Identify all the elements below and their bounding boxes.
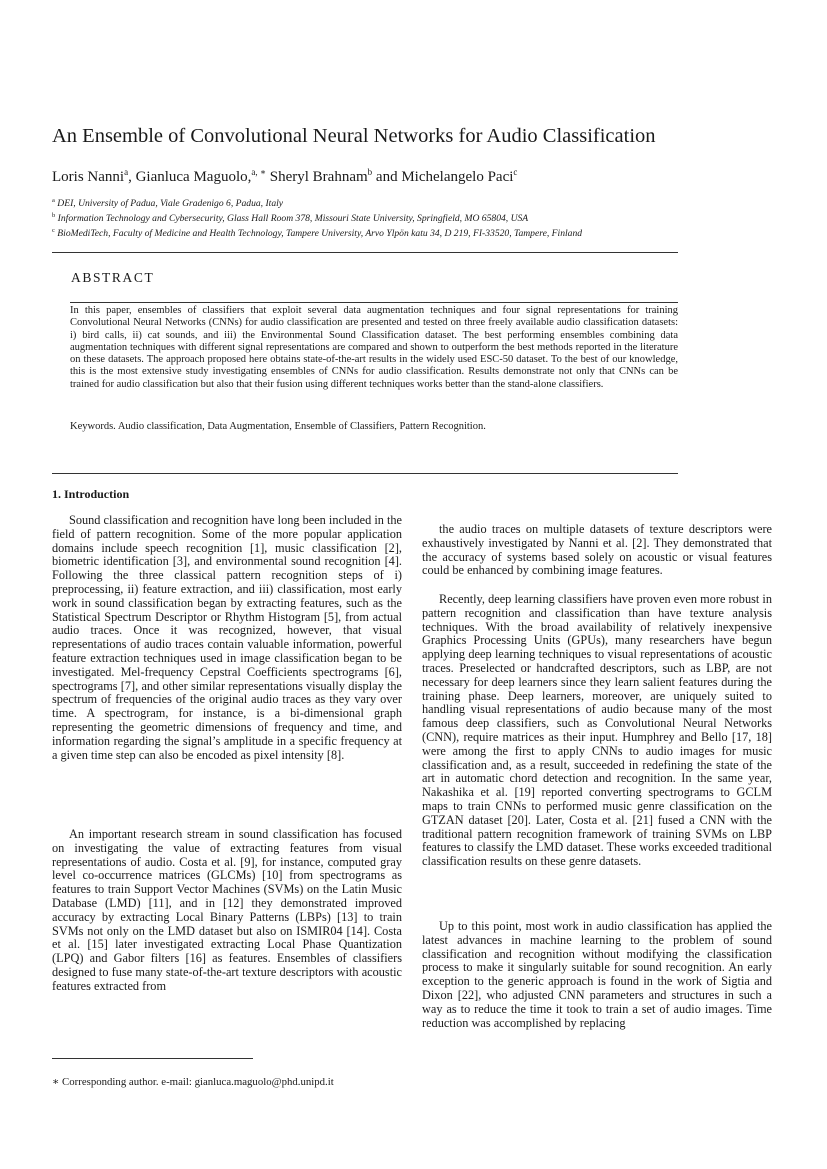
affiliation: $^a$ DEI, University of Padua, Viale Gradenigo 6, Padua, Italy	[52, 197, 284, 210]
paragraph: Up to this point, most work in audio classification has applied the latest advances in machine learning to the problem of sound classification and recognition without modifying the classification process to make it singularly suitable for sound recognition. An early exception to the generic approach is found in the work of Sigtia and Dixon [22], who adjusted CNN parameters and structures in such a way as to reduce the time it took to train a set of audio images. Time reduction was accomplished by replacing	[422, 919, 772, 1030]
paragraph: the audio traces on multiple datasets of texture descriptors were exhaustively investigated by Nanni et al. [2]. They demonstrated that the accuracy of systems based solely on acoustic or visual features could be enhanced by combining image features.	[422, 522, 772, 578]
abstract-body: In this paper, ensembles of classifiers that exploit several data augmentation techniques and four signal representations for training Convolutional Neural Networks (CNNs) for audio classification are presented and tested on three freely available audio classification datasets: i) bird calls, ii) cat sounds, and iii) the Environmental Sound Classification dataset. The best performing ensembles combining data augmentation techniques with different signal representations are compared and shown to outperform the best methods reported in the literature on these datasets. The approach proposed here obtains state-of-the-art results in the widely used ESC-50 dataset. To the best of our knowledge, this is the most extensive study investigating ensembles of CNNs for audio classification. Results demonstrate not only that CNNs can be trained for audio classification but also that their fusion using different techniques works better than the stand-alone classifiers.	[70, 305, 678, 390]
footnote: ∗ Corresponding author. e-mail: gianluca.maguolo@phd.unipd.it	[52, 1076, 334, 1088]
section-heading: 1. Introduction	[52, 487, 130, 501]
divider	[52, 252, 678, 253]
author: Michelangelo Paci$^c$	[401, 167, 518, 185]
paragraph: Recently, deep learning classifiers have proven even more robust in pattern recognition and classification than have texture analysis techniques. With the broad availability of relatively inexpensive Graphics Processing Units (GPUs), many researchers have begun applying deep learning techniques to visual representations of acoustic traces. Preselected or handcrafted descriptors, such as LBP, are not necessary for deep learners since they learn salient features during the training phase. Deep learners, moreover, are uniquely suited to handling visual representations of audio because many of the most famous deep classifiers, such as Convolutional Neural Networks (CNN), require matrices as their input. Humphrey and Bello [17, 18] were among the first to apply CNNs to audio images for music classification and, as a result, succeeded in redefining the state of the art in automatic chord detection and recognition. In the same year, Nakashika et al. [19] reported converting spectrograms to GCLM maps to train CNNs to performed music genre classification on the GTZAN dataset [20]. Later, Costa et al. [21] fused a CNN with the traditional pattern recognition framework of training SVMs on LBP features to classify the LMD dataset. These works exceeded traditional classification results on these genre datasets.	[422, 592, 772, 869]
author-list	[52, 167, 517, 186]
author: Gianluca Maguolo,$^{a, ∗}$	[135, 167, 267, 185]
divider	[52, 473, 678, 474]
abstract-heading: ABSTRACT	[71, 270, 155, 285]
footnote-divider	[52, 1058, 253, 1059]
affiliation: $^b$ Information Technology and Cybersecurity, Glass Hall Room 378, Missouri State University, Springfield, MO 65804, USA	[52, 212, 529, 225]
keywords: Keywords. Audio classification, Data Augmentation, Ensemble of Classifiers, Pattern Recognition.	[70, 421, 486, 432]
paragraph: An important research stream in sound classification has focused on investigating the value of extracting features from visual representations of audio. Costa et al. [9], for instance, computed gray level co-occurrence matrices (GLCMs) [10] from spectrograms as features to train Support Vector Machines (SVMs) on the Latin Music Database (LMD) [11], and in [12] they demonstrated improved accuracy by extracting Local Binary Patterns (LBPs) [13] to train SVMs not only on the LMD dataset but also on ISMIR04 [14]. Costa et al. [15] later investigated extracting Local Phase Quantization (LPQ) and Gabor filters [16] as features. Ensembles of classifiers designed to fuse many state-of-the-art texture descriptors with acoustic features extracted from	[52, 827, 402, 993]
divider	[70, 302, 678, 303]
affiliation: $^c$ BioMediTech, Faculty of Medicine and Health Technology, Tampere University, Arvo Ylpön katu 34, D 219, FI-33520, Tampere, Finland	[52, 227, 583, 240]
paragraph: Sound classification and recognition have long been included in the field of pattern recognition. Some of the more popular application domains include speech recognition [1], music classification [2], biometric identification [3], and environmental sound recognition [4]. Following the three classical pattern recognition steps of i) preprocessing, ii) feature extraction, and iii) classification, most early work in sound classification began by extracting features, such as the Statistical Spectrum Descriptor or Rhythm Histogram [5], from actual audio traces. Once it was recognized, however, that visual representations of audio traces contain valuable information, powerful feature extraction techniques used in image classification began to be investigated. Mel-frequency Cepstral Coefficients spectrograms [6], spectrograms [7], and other similar representations visually display the spectrum of frequencies of the original audio traces as they vary over time. A spectrogram, for instance, is a bi-dimensional graph representing the geometric dimensions of frequency and time, and information regarding the signal’s amplitude in a specific frequency at a given time step can also be encoded as pixel intensity [8].	[52, 513, 402, 762]
paper-title: An Ensemble of Convolutional Neural Networks for Audio Classification	[52, 125, 656, 147]
author: Sheryl Brahnam$^b$ and	[269, 167, 402, 185]
author: Loris Nanni$^a$,	[52, 167, 136, 185]
